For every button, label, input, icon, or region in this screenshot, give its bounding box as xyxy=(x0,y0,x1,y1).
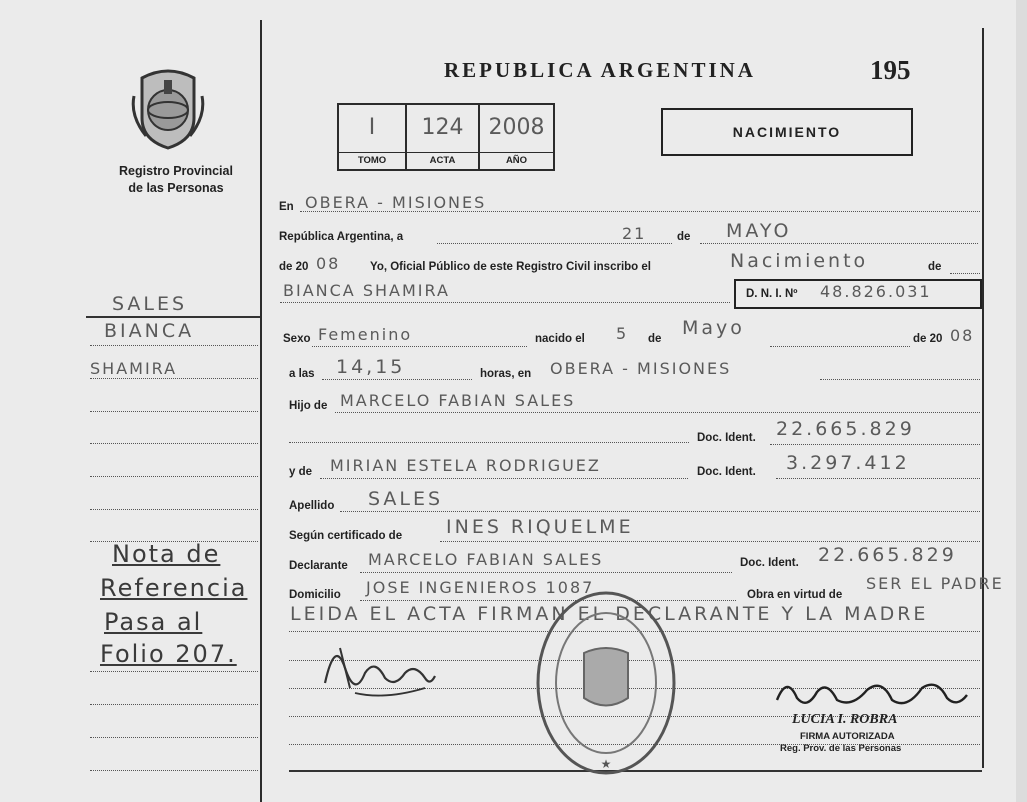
dotted-line xyxy=(440,541,980,542)
dni-label: D. N. I. Nº xyxy=(746,288,798,300)
firma-label: FIRMA AUTORIZADA xyxy=(800,731,895,742)
dotted-line xyxy=(90,476,258,477)
dotted-line xyxy=(90,443,258,444)
right-border xyxy=(982,28,984,768)
segun-label: Según certificado de xyxy=(289,530,403,542)
ano-label: AÑO xyxy=(480,152,553,166)
en-label: En xyxy=(279,201,294,213)
margin-divider xyxy=(260,20,262,802)
place-value: OBERA - MISIONES xyxy=(305,193,487,212)
dotted-line xyxy=(90,770,258,771)
act-type-box: NACIMIENTO xyxy=(661,108,913,156)
registry-line-2: de las Personas xyxy=(128,181,224,195)
acta-cell xyxy=(405,103,480,171)
day-value: 21 xyxy=(622,224,647,243)
de-label: de xyxy=(928,261,942,273)
father-name-value: MARCELO FABIAN SALES xyxy=(340,391,576,410)
hijo-label: Hijo de xyxy=(289,400,328,412)
dotted-line xyxy=(90,411,258,412)
dni-box xyxy=(734,279,982,309)
reg-label: Reg. Prov. de las Personas xyxy=(780,743,902,754)
obra-value: SER EL PADRE xyxy=(866,574,1004,593)
dotted-line xyxy=(320,478,688,479)
nacido-label: nacido el xyxy=(535,333,585,345)
dotted-line xyxy=(437,243,672,244)
year-prefix-label: de 20 xyxy=(279,261,309,273)
sexo-value: Femenino xyxy=(318,325,413,344)
dotted-line xyxy=(300,211,980,212)
dotted-line xyxy=(770,346,910,347)
birth-day-value: 5 xyxy=(616,324,629,343)
mother-doc-value: 3.297.412 xyxy=(786,452,910,474)
dotted-line xyxy=(340,511,980,512)
apellido-label: Apellido xyxy=(289,500,335,512)
tomo-value: I xyxy=(368,115,376,140)
acta-label: ACTA xyxy=(407,152,478,166)
tomo-label: TOMO xyxy=(339,152,405,166)
sexo-label: Sexo xyxy=(283,333,311,345)
certificado-value: INES RIQUELME xyxy=(446,516,634,538)
margin-surname: SALES xyxy=(112,293,188,315)
act-word-value: Nacimiento xyxy=(730,250,869,272)
doc-label: Doc. Ident. xyxy=(697,432,756,444)
de-label: de xyxy=(677,231,691,243)
year-suffix-value: 08 xyxy=(316,254,341,273)
birth-month-value: Mayo xyxy=(682,317,745,339)
ano-value: 2008 xyxy=(488,115,545,140)
dotted-line xyxy=(289,442,689,443)
dotted-line xyxy=(90,671,258,672)
obra-label: Obra en virtud de xyxy=(747,589,843,601)
father-doc-value: 22.665.829 xyxy=(776,418,915,440)
leida-text: LEIDA EL ACTA FIRMAN EL DECLARANTE Y LA MADRE xyxy=(290,603,929,625)
doc-label: Doc. Ident. xyxy=(697,466,756,478)
dotted-line xyxy=(776,478,980,479)
dotted-line xyxy=(90,704,258,705)
dotted-line xyxy=(280,302,730,303)
declarant-signature xyxy=(315,628,445,708)
declarante-doc-value: 22.665.829 xyxy=(818,544,957,566)
dotted-line xyxy=(90,345,258,346)
y-de-label: y de xyxy=(289,466,313,478)
declarante-value: MARCELO FABIAN SALES xyxy=(368,550,604,569)
official-text: Yo, Oficial Público de este Registro Civil inscribo el xyxy=(370,261,651,273)
birth-place-value: OBERA - MISIONES xyxy=(550,359,732,378)
official-seal-icon xyxy=(534,588,678,778)
coat-of-arms-icon xyxy=(128,66,208,150)
domicilio-value: JOSE INGENIEROS 1087 xyxy=(366,578,595,597)
apellido-value: SALES xyxy=(368,488,444,510)
person-name-value: BIANCA SHAMIRA xyxy=(283,281,450,300)
dotted-line xyxy=(312,346,527,347)
dotted-line xyxy=(700,243,978,244)
note-line-4: Folio 207. xyxy=(100,640,237,668)
official-name: LUCIA I. ROBRA xyxy=(792,712,898,727)
dotted-line xyxy=(335,412,980,413)
republica-label: República Argentina, a xyxy=(279,231,404,243)
doc-label: Doc. Ident. xyxy=(740,557,799,569)
certificate-number: 195 xyxy=(870,55,911,85)
horas-label: horas, en xyxy=(480,368,532,380)
a-las-label: a las xyxy=(289,368,315,380)
declarante-label: Declarante xyxy=(289,560,348,572)
birth-time-value: 14,15 xyxy=(336,356,406,378)
page-title: REPUBLICA ARGENTINA xyxy=(444,58,756,82)
note-line-3: Pasa al xyxy=(104,608,203,636)
registry-line-1: Registro Provincial xyxy=(119,164,233,178)
month-value: MAYO xyxy=(726,220,792,242)
svg-text:★: ★ xyxy=(600,757,612,771)
domicilio-label: Domicilio xyxy=(289,589,341,601)
birth-year-suffix-value: 08 xyxy=(950,326,975,345)
dotted-line xyxy=(820,379,980,380)
registry-name xyxy=(96,163,256,197)
tomo-cell xyxy=(337,103,407,171)
birth-year-prefix-label: de 20 xyxy=(913,333,943,345)
dotted-line xyxy=(90,378,258,379)
note-line-1: Nota de xyxy=(112,540,221,568)
dni-value: 48.826.031 xyxy=(820,282,932,301)
note-line-2: Referencia xyxy=(100,574,248,602)
solid-rule xyxy=(86,316,260,318)
ano-cell xyxy=(478,103,555,171)
de-label: de xyxy=(648,333,662,345)
dotted-line xyxy=(770,444,980,445)
dotted-line xyxy=(360,572,732,573)
dotted-line xyxy=(90,737,258,738)
mother-name-value: MIRIAN ESTELA RODRIGUEZ xyxy=(330,456,601,475)
margin-name-1: BIANCA xyxy=(104,320,195,342)
dotted-line xyxy=(950,273,980,274)
dotted-line xyxy=(90,509,258,510)
dotted-line xyxy=(322,379,472,380)
margin-name-2: SHAMIRA xyxy=(90,359,178,378)
acta-value: 124 xyxy=(421,115,464,140)
